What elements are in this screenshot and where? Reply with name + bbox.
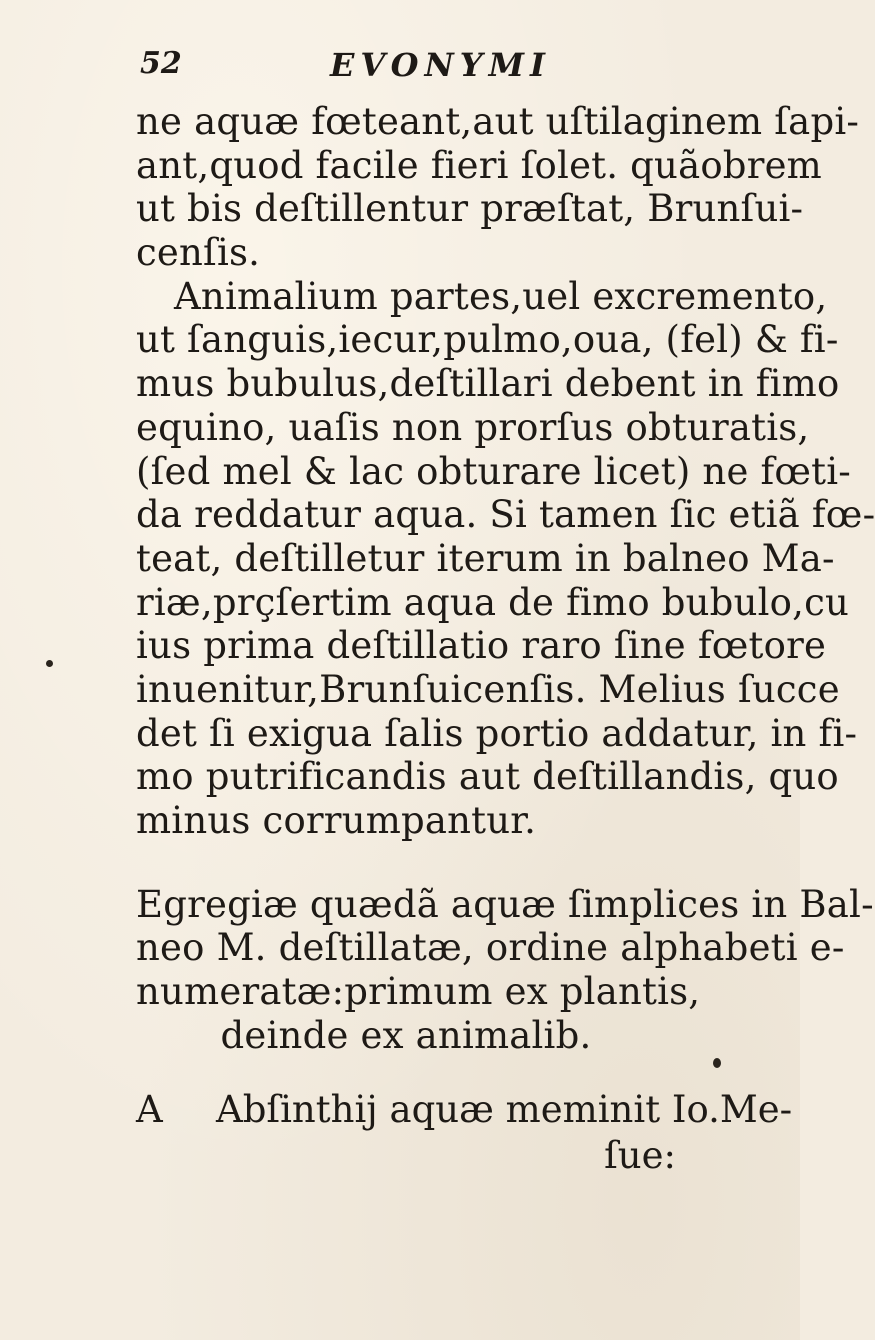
text-line: ant,quod facile fieri ſolet. quãobrem	[136, 143, 822, 187]
ink-speck	[713, 1058, 721, 1068]
text-line: mo putrificandis aut deſtillandis, quo	[136, 755, 839, 799]
text-line: ne aquæ fœteant,aut uſtilaginem ſapi-	[136, 100, 860, 143]
text-line: deinde ex animalib.	[220, 1013, 592, 1057]
paragraph-gap	[136, 1057, 676, 1087]
paragraph-2	[136, 274, 875, 843]
text-line: ut bis deſtillentur præſtat, Brunſui-	[136, 187, 804, 231]
entry-letter: A	[136, 1088, 163, 1132]
text-line: mus bubulus,deſtillari debent in fimo	[136, 362, 840, 406]
text-line: da reddatur aqua. Si tamen ſic etiã fœ-	[136, 493, 875, 537]
text-line: det ſi exigua ſalis portio addatur, in fi-	[136, 711, 858, 755]
text-line: (ſed mel & lac obturare licet) ne fœti-	[136, 449, 851, 493]
entry-text: Abſinthij aquæ meminit Io.Me-	[216, 1088, 793, 1132]
text-line: minus corrumpantur.	[136, 799, 537, 842]
text-line: neo M. deſtillatæ, ordine alphabeti e-	[136, 926, 845, 970]
paragraph-1	[136, 100, 860, 275]
text-line: cenſis.	[136, 231, 261, 275]
running-head: EVONYMI	[330, 46, 552, 84]
text-line: Animalium partes,uel excremento,	[174, 274, 828, 318]
text-line: numeratæ:primum ex plantis,	[136, 970, 701, 1014]
paragraph-gap	[136, 843, 676, 883]
text-line: inuenitur,Brunſuicenſis. Melius ſucce	[136, 667, 840, 711]
paragraph-3	[136, 882, 874, 1058]
text-line: ut ſanguis,iecur,pulmo,oua, (fel) & fi-	[136, 318, 839, 362]
text-line: teat, deſtilletur iterum in balneo Ma-	[136, 536, 835, 580]
page-number: 52	[140, 46, 182, 81]
catchword: ſue:	[604, 1134, 676, 1178]
body-text	[136, 100, 875, 1179]
text-line: riæ,prçſertim aqua de fimo bubulo,cu	[136, 580, 850, 624]
page-header	[140, 46, 660, 86]
ink-speck	[46, 660, 53, 667]
text-line: Egregiæ quædã aquæ ſimplices in Bal-	[136, 882, 874, 926]
entry-a	[136, 1087, 793, 1133]
text-line: equino, uaſis non prorſus obturatis,	[136, 405, 810, 449]
text-line: ius prima deſtillatio raro ſine fœtore	[136, 624, 827, 668]
